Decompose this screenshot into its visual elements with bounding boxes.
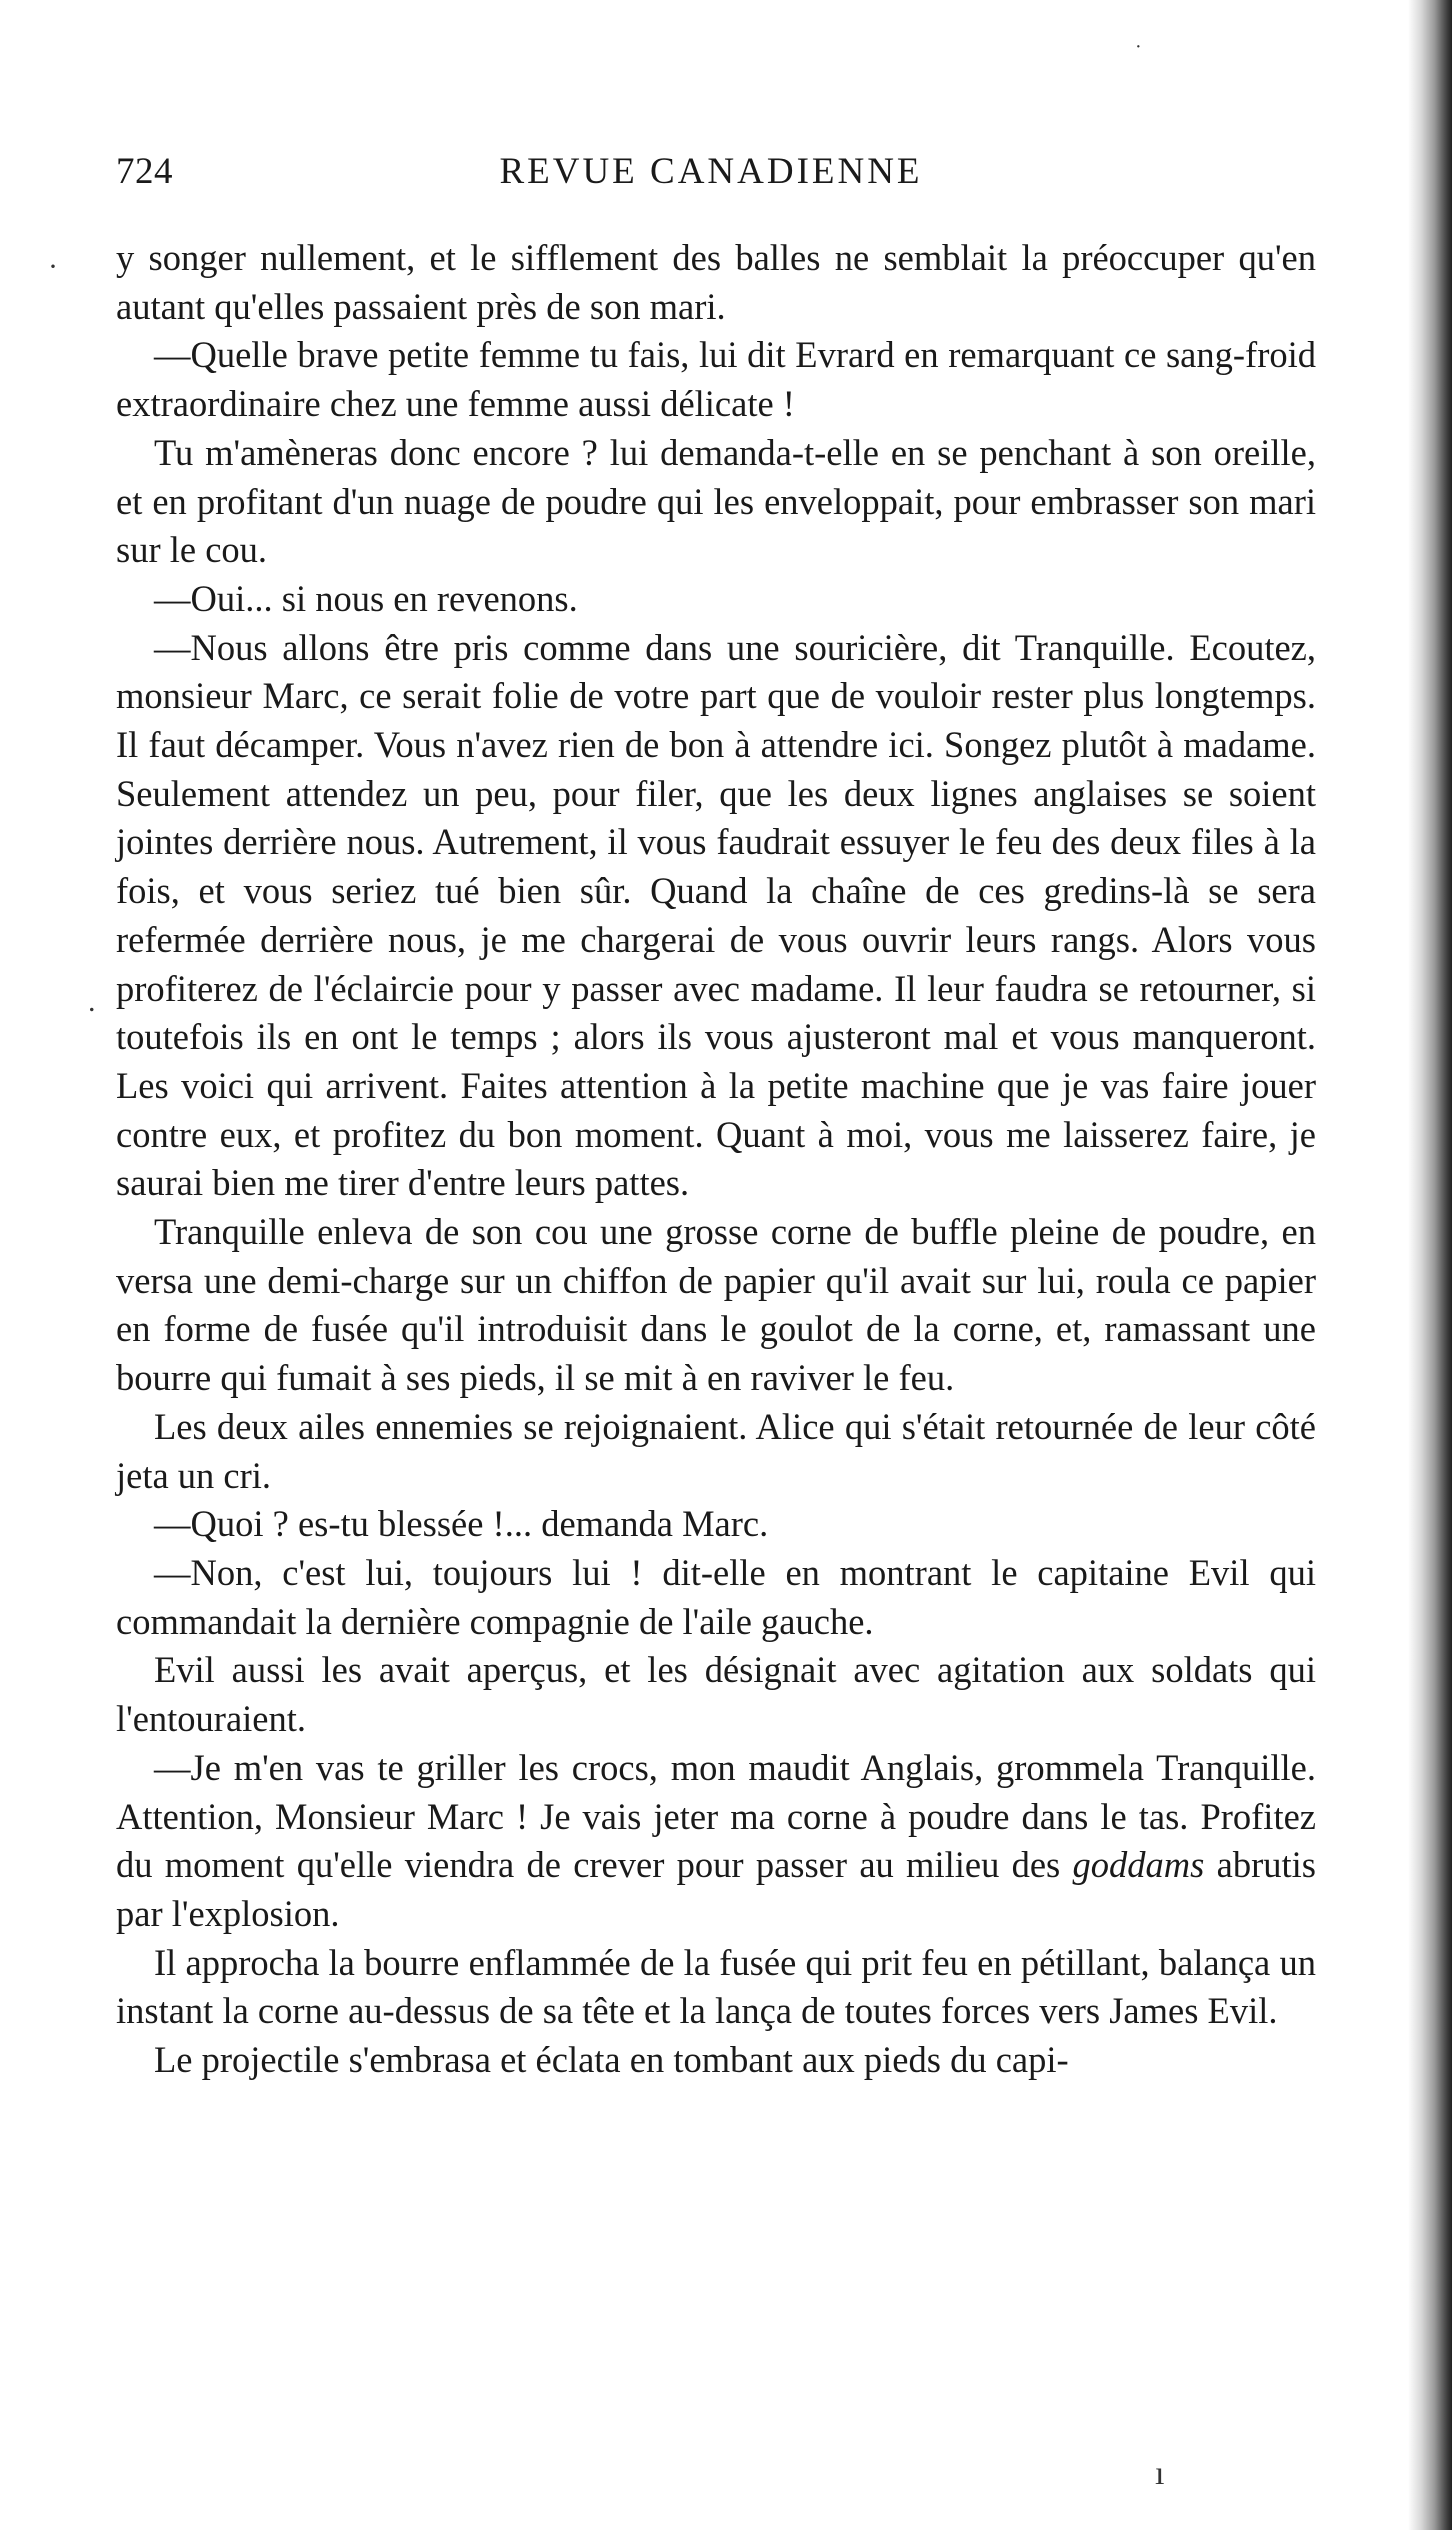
paragraph: —Quelle brave petite femme tu fais, lui dit Evrard en remarquant ce sang-froid extraordinaire chez une femme aussi délicate ! xyxy=(116,334,1316,425)
paragraph xyxy=(116,1744,1316,1939)
paragraph-text-end: abrutis par l'explosion. xyxy=(116,1844,1316,1934)
paragraph: Tranquille enleva de son cou une grosse corne de buffle pleine de poudre, en versa une demi-charge sur un chiffon de papier qu'il avait sur lui, roula ce papier en forme de fusée qu'il introduisit dans le goulot de la corne, et, ramassant une bourre qui fumait à ses pieds, il se mit à en raviver le feu. xyxy=(116,1211,1316,1399)
margin-mark: · xyxy=(48,250,58,283)
paragraph: —Quoi ? es-tu blessée !... demanda Marc. xyxy=(154,1503,769,1545)
paragraph-text: —Je m'en vas te griller les crocs, mon maudit Anglais, grommela Tranquille. Attention, Monsieur Marc ! Je vais jeter ma corne à poudre dans le tas. Profitez du moment qu'elle viendra de crever pour passer au milieu des xyxy=(116,1746,1316,1886)
paragraph: Evil aussi les avait aperçus, et les désignait avec agitation aux soldats qui l'entouraient. xyxy=(116,1649,1316,1740)
paragraph: —Non, c'est lui, toujours lui ! dit-elle en montrant le capitaine Evil qui commandait la dernière compagnie de l'aile gauche. xyxy=(116,1551,1316,1642)
scan-speck: ı xyxy=(1155,2455,1165,2492)
paragraph: —Nous allons être pris comme dans une souricière, dit Tranquille. Ecoutez, monsieur Marc, ce serait folie de votre part que de vouloir rester plus longtemps. Il faut décamper. Vous n'avez rien de bon à attendre ici. Songez plutôt à madame. Seulement attendez un peu, pour filer, que les deux lignes anglaises se soient jointes derrière nous. Autrement, il vous faudrait essuyer le feu des deux files à la fois, et vous seriez tué bien sûr. Quand la chaîne de ces gredins-là se sera refermée derrière nous, je me chargerai de vous ouvrir leurs rangs. Alors vous profiterez de l'éclaircie pour y passer avec madame. Il leur faudra se retourner, si toutefois ils en ont le temps ; alors ils vous ajusteront mal et vous manqueront. Les voici qui arrivent. Faites attention à la petite machine que je vas faire jouer contre eux, et profitez du bon moment. Quant à moi, vous me laisserez faire, je saurai bien me tirer d'entre leurs pattes. xyxy=(116,626,1316,1204)
paragraph: Les deux ailes ennemies se rejoignaient. Alice qui s'était retournée de leur côté jeta un cri. xyxy=(116,1405,1316,1496)
paragraph: Tu m'amèneras donc encore ? lui demanda-t-elle en se penchant à son oreille, et en profitant d'un nuage de poudre qui les enveloppait, pour embrasser son mari sur le cou. xyxy=(116,431,1316,571)
paragraph: Le projectile s'embrasa et éclata en tombant aux pieds du capi- xyxy=(154,2039,1069,2081)
paragraph: y songer nullement, et le sifflement des balles ne semblait la préoccuper qu'en autant qu'elles passaient près de son mari. xyxy=(116,237,1316,327)
body-text xyxy=(116,234,1316,2085)
italic-word: goddams xyxy=(1072,1844,1205,1886)
page-edge-shadow xyxy=(1408,0,1452,2530)
margin-mark: . xyxy=(88,985,96,1018)
page-number: 724 xyxy=(116,151,173,192)
page-header xyxy=(116,150,1306,210)
scan-speck: · xyxy=(1135,36,1142,58)
paragraph: Il approcha la bourre enflammée de la fusée qui prit feu en pétillant, balança un instant la corne au-dessus de sa tête et la lança de toutes forces vers James Evil. xyxy=(116,1941,1316,2032)
paragraph: —Oui... si nous en revenons. xyxy=(154,577,578,619)
running-title: REVUE CANADIENNE xyxy=(499,151,923,192)
